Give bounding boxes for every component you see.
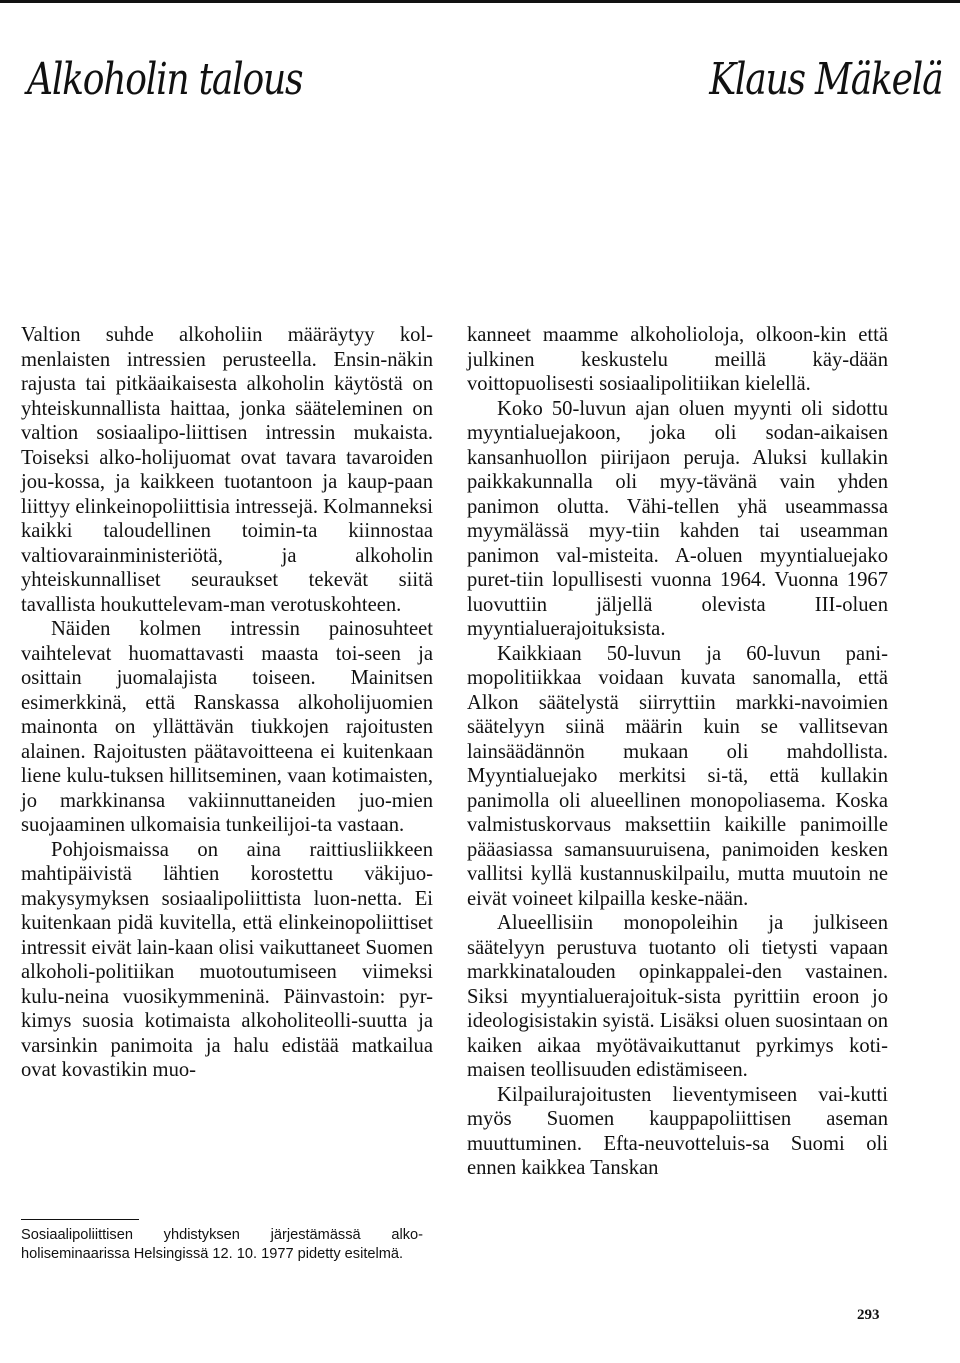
paragraph: Pohjoismaissa on aina raittiusliikkeen mahtipäivistä lähtien korostettu väkijuo-makysymyksen sosiaalipoliittista luon-netta. Ei kuitenkaan pidä kuvitella, että elinkeinopoliittiset intressit eivät lain-kaan olisi vaikuttaneet Suomen alkoholi-politiikan muotoutumiseen viimeksi kulu-neina vuosikymmeninä. Päinvastoin: pyr-kimys suosia kotimaista alkoholiteolli-suutta ja varsinkin panimoita ja halu edistää matkailua ovat kovastikin muo- (21, 838, 433, 1081)
author-name: Klaus Mäkelä (708, 54, 942, 105)
right-column (467, 323, 888, 1181)
paragraph: Kilpailurajoitusten lieventymiseen vai-kutti myös Suomen kauppapoliittisen aseman muuttuminen. Efta-neuvotteluis-sa Suomi oli ennen kaikkea Tanskan (467, 1083, 888, 1179)
paragraph: Koko 50-luvun ajan oluen myynti oli sidottu myyntialuejakoon, joka oli sodan-aikaisen kansanhuollon piirijaon peruja. Aluksi kullakin paikkakunnalla oli myy-tävänä vain yhden panimon olutta. Vähi-tellen yhä useammassa myymälässä myy-tiin kahden tai useamman panimon val-misteita. A-oluen myyntialuejako puret-tiin lopullisesti vuonna 1964. Vuonna 1967 luovuttiin jäljellä olevista III-oluen myyntialuerajoituksista. (467, 397, 888, 640)
page-number: 293 (857, 1307, 880, 1323)
left-column (21, 323, 433, 1083)
paragraph: Valtion suhde alkoholiin määräytyy kol-menlaisten intressien perusteella. Ensin-näkin rajusta tai pitkäaikaisesta alkoholin käytöstä on yhteiskunnallista haittaa, jonka sääteleminen on valtion sosiaalipo-liittisen intressin mukaista. Toiseksi alko-holijuomat ovat tavara tavaroiden jou-kossa, ja kaikkeen tuotantoon ja kaup-paan liittyy elinkeinopoliittisia intressejä. Kolmanneksi kaikki taloudellinen toimin-ta kiinnostaa valtiovarainministeriötä, ja alkoholin yhteiskunnalliset seuraukset tekevät siitä tavallista houkuttelevam-man verotuskohteen. (21, 324, 433, 616)
paragraph: Kaikkiaan 50-luvun ja 60-luvun pani-mopolitiikkaa voidaan kuvata sanomalla, että Alkon säätelystä siirryttiin markki-navoimien säätelyyn siinä määrin kuin se vallitsevan lainsäädännön mukaan oli mahdollista. Myyntialuejako merkitsi si-tä, että kullakin panimolla oli alueellinen monopoliasema. Koska valmistuskorvaus maksettiin kaikille panimoille pääasiassa samansuuruisena, panimoiden kesken vallitsi kyllä kustannuskilpailu, mutta muutoin ne eivät voineet kilpailla keske-nään. (467, 642, 888, 910)
top-rule (0, 0, 960, 3)
article-title: Alkoholin talous (27, 54, 303, 105)
paragraph: kanneet maamme alkoholioloja, olkoon-kin että julkinen keskustelu meillä käy-dään voittopuolisesti sosiaalipolitiikan kielellä. (467, 324, 888, 395)
footnote-divider (21, 1219, 139, 1220)
paragraph: Alueellisiin monopoleihin ja julkiseen säätelyyn perustuva tuotanto oli tietysti vapaan markkinatalouden opinkappalei-den vastainen. Siksi myyntialuerajoituk-sista pyrittiin eroon jo ideologisistakin syistä. Lisäksi oluen suosintaan on kaiken aikaa myötävaikuttanut pyrkimys koti-maisen teollisuuden edistämiseen. (467, 912, 888, 1081)
footnote: Sosiaalipoliittisen yhdistyksen järjestämässä alko-holiseminaarissa Helsingissä 12. 10. 1977 pidetty esitelmä. (21, 1227, 423, 1262)
paragraph: Näiden kolmen intressin painosuhteet vaihtelevat huomattavasti maasta toi-seen ja osittain juomalajista toiseen. Mainitsen esimerkkinä, että Ranskassa alkoholijuomien mainonta on yllättävän tiukkojen rajoitusten alainen. Rajoitusten päätavoitteena ei kuitenkaan liene kulu-tuksen hillitseminen, vaan kotimaisten, jo markkinansa vakiinnuttaneiden juo-mien suojaaminen ulkomaisia tunkeilijoi-ta vastaan. (21, 618, 433, 836)
